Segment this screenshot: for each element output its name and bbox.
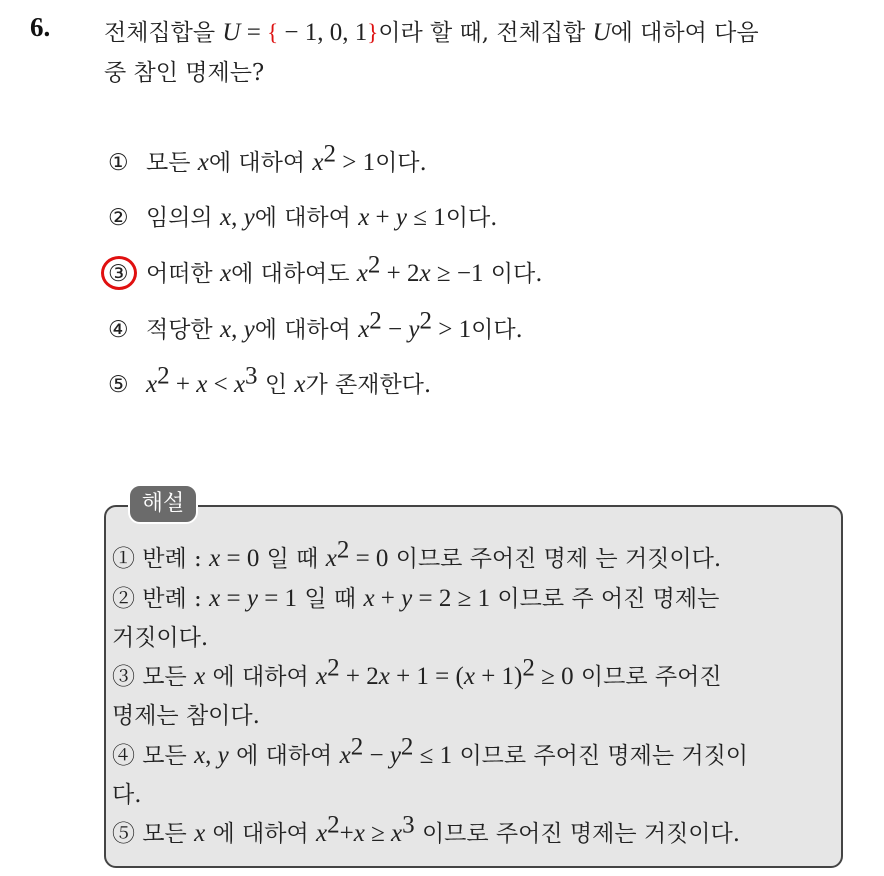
solution-line-2: ② 반례 : x = y = 1 일 때 x + y = 2 ≥ 1 이므로 주 어진 명제는 bbox=[112, 585, 720, 612]
question-text: 이라 할 때, 전체집합 bbox=[378, 20, 593, 46]
solution-line-1: ① 반례 : x = 0 일 때 $x^2 = 0$ 이므로 주어진 명제 는 거짓이다. bbox=[112, 536, 722, 572]
solution-line-4: ③ 모든 x 에 대하여 $x^2 + 2x + 1 = (x + 1)^2 \ge 0$ 이므로 주어진 bbox=[112, 654, 722, 690]
option-1[interactable]: ① 모든 x에 대하여 $x^2 > 1$이다. bbox=[108, 140, 427, 176]
question-line-1: 전체집합을 U = { − 1, 0, 1}이라 할 때, 전체집합 U에 대하여 다음 bbox=[104, 19, 759, 46]
solution-line-7: 다. bbox=[112, 782, 142, 808]
option-number: ① bbox=[108, 150, 129, 176]
option-4[interactable]: ④ 적당한 x, y에 대하여 $x^2 - y^2 > 1$이다. bbox=[108, 307, 523, 343]
question-text: 전체집합을 bbox=[104, 20, 223, 46]
option-number: ⑤ bbox=[108, 372, 129, 398]
question-number: 6. bbox=[30, 12, 51, 42]
question-line-2: 중 참인 명제는? bbox=[104, 60, 265, 86]
solution-line-3: 거짓이다. bbox=[112, 625, 209, 651]
option-2[interactable]: ② 임의의 x, y에 대하여 x + y ≤ 1이다. bbox=[108, 204, 498, 231]
solution-line-5: 명제는 참이다. bbox=[112, 703, 260, 729]
option-number: ③ bbox=[108, 261, 129, 287]
option-5[interactable]: ⑤ $x^2 + x < x^3$ 인 x가 존재한다. bbox=[108, 362, 432, 398]
solution-line-8: ⑤ 모든 x 에 대하여 $x^2+x \ge x^3$ 이므로 주어진 명제는 거짓이다. bbox=[112, 811, 741, 847]
question-text: 에 대하여 다음 bbox=[610, 20, 759, 46]
universe-var: U bbox=[592, 19, 611, 46]
option-number: ② bbox=[108, 205, 129, 231]
option-number: ④ bbox=[108, 317, 129, 343]
solution-line-6: ④ 모든 x, y 에 대하여 $x^2 - y^2 \le 1$ 이므로 주어진 명제는 거짓이 bbox=[112, 733, 749, 769]
set-values: − 1, 0, 1 bbox=[278, 19, 368, 46]
set-open: { bbox=[267, 20, 279, 45]
set-close: } bbox=[367, 20, 379, 45]
option-3[interactable]: ③ 어떠한 x에 대하여도 $x^2 + 2x \ge -1$ 이다. bbox=[108, 251, 543, 287]
solution-tag: 해설 bbox=[128, 484, 198, 524]
universe-var: U bbox=[222, 19, 241, 46]
